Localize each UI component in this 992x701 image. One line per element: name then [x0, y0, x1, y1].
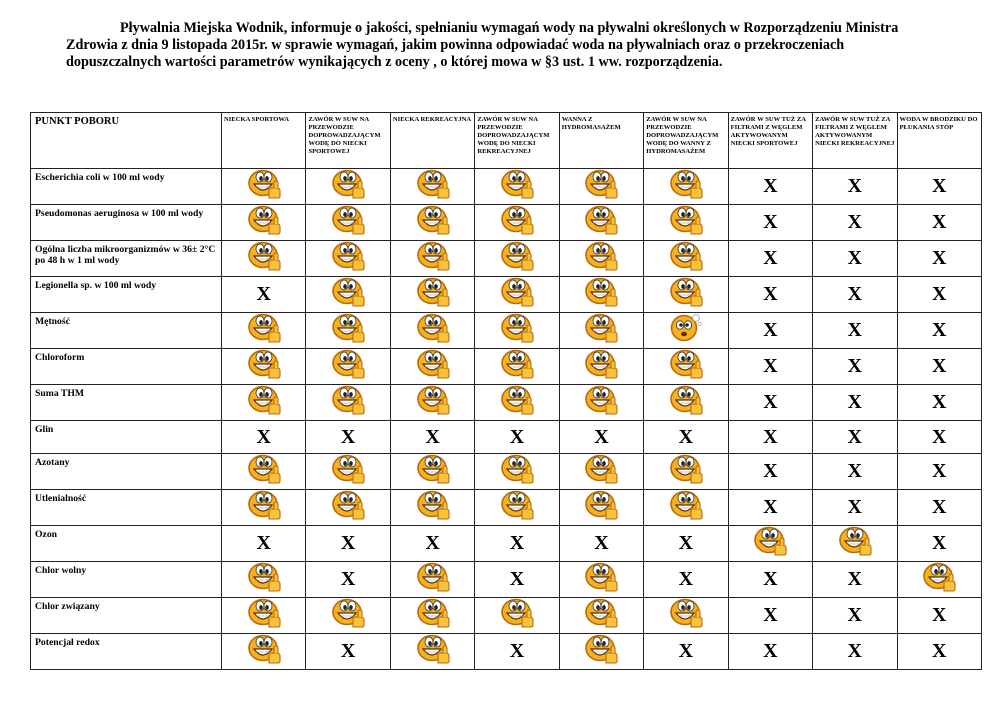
result-cell: [222, 421, 306, 454]
table-row: [31, 562, 982, 598]
page-heading: [66, 20, 926, 71]
thumbs-up-smiley-icon: [584, 562, 618, 597]
table-row: [31, 169, 982, 205]
x-mark: X: [932, 391, 947, 413]
thumbs-up-smiley-icon: [500, 313, 534, 348]
result-cell: [475, 634, 559, 670]
x-mark: X: [509, 568, 525, 590]
result-cell: [306, 277, 390, 313]
result-cell: [559, 349, 643, 385]
parameter-label: Utlenialność: [31, 490, 222, 526]
parameter-label: Mętność: [31, 313, 222, 349]
x-mark: X: [425, 532, 440, 554]
x-mark: X: [763, 604, 778, 626]
result-cell: [728, 205, 812, 241]
thumbs-up-smiley-icon: [500, 241, 534, 276]
x-mark: X: [678, 640, 694, 662]
result-cell: [306, 526, 390, 562]
thumbs-up-smiley-icon: [247, 562, 281, 597]
parameter-label: Ogólna liczba mikroorganizmów w 36± 2°C po 48 h w 1 ml wody: [31, 241, 222, 277]
x-mark: X: [847, 319, 862, 341]
result-cell: [813, 526, 897, 562]
x-mark: X: [340, 640, 356, 662]
result-cell: [644, 421, 728, 454]
x-mark: X: [256, 532, 271, 554]
thumbs-up-smiley-icon: [331, 241, 365, 276]
result-cell: [728, 421, 812, 454]
result-cell: [813, 349, 897, 385]
result-cell: [222, 562, 306, 598]
x-mark: X: [763, 355, 778, 377]
result-cell: [897, 241, 982, 277]
result-cell: [728, 634, 812, 670]
x-mark: X: [932, 211, 947, 233]
result-cell: [222, 169, 306, 205]
result-cell: [475, 241, 559, 277]
result-cell: [728, 526, 812, 562]
thumbs-up-smiley-icon: [584, 490, 618, 525]
x-mark: X: [847, 391, 862, 413]
result-cell: [813, 241, 897, 277]
result-cell: [390, 598, 474, 634]
x-mark: X: [763, 460, 778, 482]
x-mark: X: [847, 425, 862, 448]
result-cell: [644, 598, 728, 634]
x-mark: X: [763, 211, 778, 233]
result-cell: [559, 562, 643, 598]
thumbs-up-smiley-icon: [669, 490, 703, 525]
result-cell: [728, 241, 812, 277]
x-mark: X: [678, 568, 694, 590]
thumbs-up-smiley-icon: [416, 562, 450, 597]
thumbs-up-smiley-icon: [584, 205, 618, 240]
result-cell: [897, 454, 982, 490]
parameter-label: Legionella sp. w 100 ml wody: [31, 277, 222, 313]
result-cell: [644, 277, 728, 313]
result-cell: [644, 634, 728, 670]
thumbs-up-smiley-icon: [584, 634, 618, 669]
thumbs-up-smiley-icon: [500, 490, 534, 525]
thumbs-up-smiley-icon: [331, 454, 365, 489]
x-mark: X: [509, 640, 525, 662]
thumbs-up-smiley-icon: [416, 634, 450, 669]
result-cell: [813, 277, 897, 313]
x-mark: X: [932, 355, 947, 377]
thumbs-up-smiley-icon: [753, 526, 787, 561]
table-row: [31, 454, 982, 490]
thumbs-up-smiley-icon: [584, 349, 618, 384]
thumbs-up-smiley-icon: [331, 490, 365, 525]
result-cell: [390, 313, 474, 349]
result-cell: [813, 454, 897, 490]
parameter-label: Azotany: [31, 454, 222, 490]
x-mark: X: [847, 355, 862, 377]
x-mark: X: [763, 391, 778, 413]
result-cell: [644, 205, 728, 241]
thumbs-up-smiley-icon: [500, 454, 534, 489]
result-cell: [475, 490, 559, 526]
result-cell: [559, 385, 643, 421]
thumbs-up-smiley-icon: [584, 169, 618, 204]
table-row: [31, 526, 982, 562]
thumbs-up-smiley-icon: [500, 385, 534, 420]
x-mark: X: [847, 568, 862, 590]
thumbs-up-smiley-icon: [669, 241, 703, 276]
parameter-label: Pseudomonas aeruginosa w 100 ml wody: [31, 205, 222, 241]
thumbs-up-smiley-icon: [247, 313, 281, 348]
x-mark: X: [932, 604, 947, 626]
x-mark: X: [763, 319, 778, 341]
result-cell: [559, 526, 643, 562]
thumbs-up-smiley-icon: [500, 277, 534, 312]
thumbs-up-smiley-icon: [247, 169, 281, 204]
x-mark: X: [256, 283, 271, 305]
thumbs-up-smiley-icon: [331, 598, 365, 633]
thumbs-up-smiley-icon: [500, 598, 534, 633]
x-mark: X: [847, 496, 862, 518]
result-cell: [390, 349, 474, 385]
result-cell: [897, 385, 982, 421]
header-column: ZAWÓR W SUW TUŻ ZA FILTRAMI Z WĘGLEM AKTYWOWANYM NIECKI SPORTOWEJ: [728, 113, 812, 169]
x-mark: X: [847, 604, 862, 626]
x-mark: X: [763, 425, 778, 448]
result-cell: [644, 349, 728, 385]
parameter-label: Glin: [31, 421, 222, 454]
thumbs-up-smiley-icon: [500, 349, 534, 384]
thumbs-up-smiley-icon: [416, 454, 450, 489]
table-row: [31, 313, 982, 349]
result-cell: [813, 385, 897, 421]
parameter-label: Potencjał redox: [31, 634, 222, 670]
result-cell: [813, 313, 897, 349]
x-mark: X: [932, 425, 947, 448]
result-cell: [475, 526, 559, 562]
x-mark: X: [763, 283, 778, 305]
thumbs-up-smiley-icon: [416, 205, 450, 240]
result-cell: [306, 490, 390, 526]
result-cell: [390, 421, 474, 454]
header-column: ZAWÓR W SUW TUŻ ZA FILTRAMI Z WĘGLEM AKTYWOWANYM NIECKI REKREACYJNEJ: [813, 113, 897, 169]
result-cell: [475, 205, 559, 241]
thumbs-up-smiley-icon: [247, 634, 281, 669]
result-cell: [813, 490, 897, 526]
thumbs-up-smiley-icon: [331, 385, 365, 420]
header-column: WANNA Z HYDROMASAŻEM: [559, 113, 643, 169]
thumbs-up-smiley-icon: [669, 277, 703, 312]
x-mark: X: [932, 496, 947, 518]
result-cell: [390, 634, 474, 670]
result-cell: [306, 421, 390, 454]
x-mark: X: [763, 496, 778, 518]
x-mark: X: [340, 532, 356, 554]
result-cell: [222, 241, 306, 277]
result-cell: [306, 385, 390, 421]
x-mark: X: [847, 640, 862, 662]
thumbs-up-smiley-icon: [247, 454, 281, 489]
result-cell: [897, 421, 982, 454]
x-mark: X: [594, 532, 609, 554]
result-cell: [813, 562, 897, 598]
result-cell: [897, 526, 982, 562]
result-cell: [813, 634, 897, 670]
thumbs-up-smiley-icon: [584, 313, 618, 348]
thumbs-up-smiley-icon: [247, 385, 281, 420]
result-cell: [475, 313, 559, 349]
thumbs-up-smiley-icon: [416, 241, 450, 276]
table-row: [31, 634, 982, 670]
result-cell: [222, 277, 306, 313]
parameter-label: Suma THM: [31, 385, 222, 421]
result-cell: [644, 313, 728, 349]
result-cell: [475, 454, 559, 490]
thumbs-up-smiley-icon: [416, 169, 450, 204]
thumbs-up-smiley-icon: [584, 241, 618, 276]
result-cell: [728, 385, 812, 421]
x-mark: X: [932, 283, 947, 305]
result-cell: [897, 169, 982, 205]
result-cell: [306, 562, 390, 598]
result-cell: [559, 490, 643, 526]
thumbs-up-smiley-icon: [247, 490, 281, 525]
table-row: [31, 241, 982, 277]
header-sampling-point: PUNKT POBORU: [31, 113, 222, 169]
header-column: ZAWÓR W SUW NA PRZEWODZIE DOPROWADZAJĄCYM WODĘ DO NIECKI SPORTOWEJ: [306, 113, 390, 169]
x-mark: X: [340, 568, 356, 590]
x-mark: X: [847, 175, 862, 197]
result-cell: [306, 241, 390, 277]
x-mark: X: [932, 175, 947, 197]
thumbs-up-smiley-icon: [416, 490, 450, 525]
result-cell: [390, 490, 474, 526]
water-quality-table: [30, 112, 982, 670]
result-cell: [897, 277, 982, 313]
result-cell: [728, 169, 812, 205]
result-cell: [897, 349, 982, 385]
result-cell: [728, 490, 812, 526]
thumbs-up-smiley-icon: [922, 562, 956, 597]
result-cell: [475, 562, 559, 598]
x-mark: X: [932, 640, 947, 662]
thumbs-up-smiley-icon: [669, 454, 703, 489]
thumbs-up-smiley-icon: [416, 313, 450, 348]
result-cell: [475, 277, 559, 313]
x-mark: X: [932, 247, 947, 269]
result-cell: [475, 421, 559, 454]
thumbs-up-smiley-icon: [669, 205, 703, 240]
table-row: [31, 490, 982, 526]
result-cell: [390, 169, 474, 205]
result-cell: [390, 526, 474, 562]
x-mark: X: [932, 460, 947, 482]
x-mark: X: [340, 425, 356, 448]
table-row: [31, 421, 982, 454]
x-mark: X: [509, 532, 525, 554]
thumbs-up-smiley-icon: [838, 526, 872, 561]
header-column: NIECKA REKREACYJNA: [390, 113, 474, 169]
table-row: [31, 385, 982, 421]
result-cell: [222, 454, 306, 490]
x-mark: X: [509, 425, 525, 448]
x-mark: X: [932, 319, 947, 341]
result-cell: [475, 598, 559, 634]
thumbs-up-smiley-icon: [584, 277, 618, 312]
thumbs-up-smiley-icon: [331, 313, 365, 348]
x-mark: X: [847, 283, 862, 305]
result-cell: [644, 241, 728, 277]
result-cell: [222, 385, 306, 421]
thumbs-up-smiley-icon: [500, 205, 534, 240]
result-cell: [306, 634, 390, 670]
result-cell: [222, 634, 306, 670]
result-cell: [475, 349, 559, 385]
thumbs-up-smiley-icon: [416, 349, 450, 384]
thumbs-up-smiley-icon: [331, 277, 365, 312]
x-mark: X: [847, 460, 862, 482]
result-cell: [813, 205, 897, 241]
result-cell: [897, 313, 982, 349]
thumbs-up-smiley-icon: [416, 277, 450, 312]
x-mark: X: [847, 211, 862, 233]
result-cell: [728, 562, 812, 598]
result-cell: [559, 421, 643, 454]
thumbs-up-smiley-icon: [584, 454, 618, 489]
result-cell: [475, 385, 559, 421]
table-row: [31, 349, 982, 385]
result-cell: [306, 313, 390, 349]
result-cell: [559, 313, 643, 349]
thumbs-up-smiley-icon: [416, 385, 450, 420]
parameter-label: Ozon: [31, 526, 222, 562]
result-cell: [813, 421, 897, 454]
table-body: [31, 169, 982, 670]
x-mark: X: [256, 425, 271, 448]
thumbs-up-smiley-icon: [584, 598, 618, 633]
result-cell: [390, 385, 474, 421]
x-mark: X: [678, 425, 694, 448]
result-cell: [644, 526, 728, 562]
parameter-label: Chlor wolny: [31, 562, 222, 598]
x-mark: X: [425, 425, 440, 448]
parameter-label: Escherichia coli w 100 ml wody: [31, 169, 222, 205]
result-cell: [728, 598, 812, 634]
x-mark: X: [678, 532, 694, 554]
result-cell: [306, 454, 390, 490]
thumbs-up-smiley-icon: [331, 349, 365, 384]
result-cell: [728, 349, 812, 385]
result-cell: [475, 169, 559, 205]
result-cell: [897, 490, 982, 526]
result-cell: [897, 598, 982, 634]
header-column: ZAWÓR W SUW NA PRZEWODZIE DOPROWADZAJĄCYM WODĘ DO NIECKI REKREACYJNEJ: [475, 113, 559, 169]
result-cell: [222, 526, 306, 562]
result-cell: [306, 598, 390, 634]
result-cell: [644, 454, 728, 490]
result-cell: [222, 490, 306, 526]
result-cell: [728, 313, 812, 349]
result-cell: [559, 454, 643, 490]
header-column: ZAWÓR W SUW NA PRZEWODZIE DOPROWADZAJĄCYM WODĘ DO WANNY Z HYDROMASAŻEM: [644, 113, 728, 169]
result-cell: [390, 454, 474, 490]
result-cell: [222, 313, 306, 349]
result-cell: [306, 205, 390, 241]
result-cell: [559, 277, 643, 313]
result-cell: [813, 169, 897, 205]
result-cell: [222, 598, 306, 634]
result-cell: [559, 241, 643, 277]
header-row: [31, 113, 982, 169]
result-cell: [644, 385, 728, 421]
heading-text: Pływalnia Miejska Wodnik, informuje o jakości, spełnianiu wymagań wody na pływalni określonych w Rozporządzeniu Ministra Zdrowia z dnia 9 listopada 2015r. w sprawie wymagań, jakim powinna odpowiadać woda na pływalniach oraz o przekroczeniach dopuszczalnych wartości parametrów wynikających z oceny , o której mowa w §3 ust. 1 ww. rozporządzenia.: [66, 20, 899, 70]
parameter-label: Chlor związany: [31, 598, 222, 634]
result-cell: [644, 562, 728, 598]
parameter-label: Chloroform: [31, 349, 222, 385]
thumbs-up-smiley-icon: [669, 598, 703, 633]
thumbs-up-smiley-icon: [500, 169, 534, 204]
thumbs-up-smiley-icon: [247, 349, 281, 384]
result-cell: [222, 205, 306, 241]
thumbs-up-smiley-icon: [247, 205, 281, 240]
result-cell: [728, 277, 812, 313]
x-mark: X: [932, 532, 947, 554]
thumbs-up-smiley-icon: [331, 205, 365, 240]
result-cell: [897, 634, 982, 670]
result-cell: [559, 169, 643, 205]
result-cell: [897, 562, 982, 598]
thumbs-up-smiley-icon: [416, 598, 450, 633]
result-cell: [390, 241, 474, 277]
x-mark: X: [594, 425, 609, 448]
x-mark: X: [763, 640, 778, 662]
result-cell: [306, 349, 390, 385]
result-cell: [390, 277, 474, 313]
thumbs-up-smiley-icon: [669, 385, 703, 420]
result-cell: [306, 169, 390, 205]
x-mark: X: [763, 568, 778, 590]
result-cell: [644, 490, 728, 526]
x-mark: X: [763, 175, 778, 197]
x-mark: X: [763, 247, 778, 269]
result-cell: [559, 598, 643, 634]
result-cell: [390, 205, 474, 241]
table-row: [31, 205, 982, 241]
table-row: [31, 598, 982, 634]
result-cell: [813, 598, 897, 634]
x-mark: X: [847, 247, 862, 269]
table-row: [31, 277, 982, 313]
thumbs-up-smiley-icon: [247, 598, 281, 633]
result-cell: [390, 562, 474, 598]
result-cell: [728, 454, 812, 490]
result-cell: [222, 349, 306, 385]
thumbs-up-smiley-icon: [669, 349, 703, 384]
header-column: WODA W BRODZIKU DO PŁUKANIA STÓP: [897, 113, 982, 169]
thumbs-up-smiley-icon: [669, 169, 703, 204]
result-cell: [897, 205, 982, 241]
header-column: NIECKA SPORTOWA: [222, 113, 306, 169]
result-cell: [559, 634, 643, 670]
thumbs-up-smiley-icon: [584, 385, 618, 420]
result-cell: [559, 205, 643, 241]
thumbs-up-smiley-icon: [331, 169, 365, 204]
result-cell: [644, 169, 728, 205]
thumbs-up-smiley-icon: [247, 241, 281, 276]
thinking-smiley-icon: [669, 313, 703, 348]
